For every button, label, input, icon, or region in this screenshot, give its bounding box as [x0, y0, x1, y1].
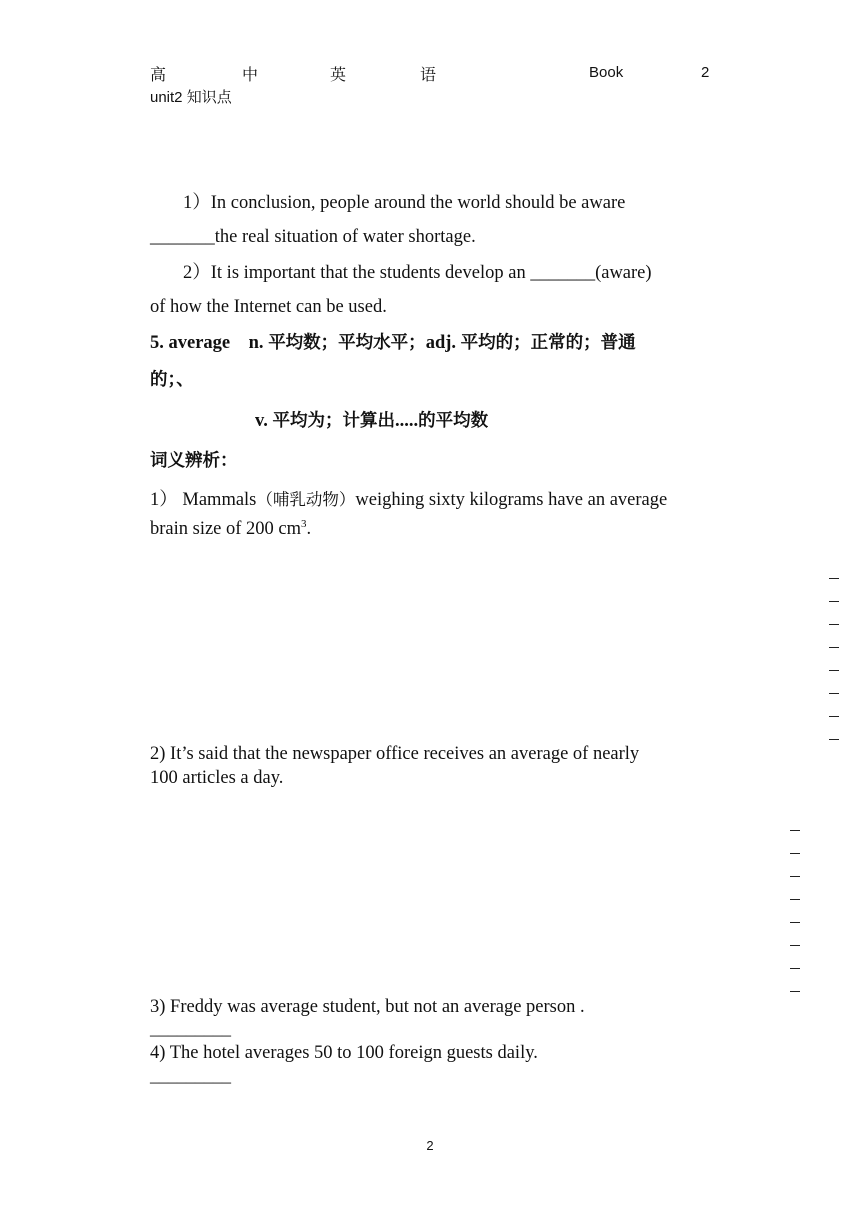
- verb-definition-end: 的平均数: [418, 411, 489, 431]
- verb-dots: .....: [394, 411, 419, 431]
- example-1-number: 1）: [150, 490, 178, 510]
- example-4-blank: _________: [150, 1065, 231, 1085]
- adj-definition-cont: [150, 363, 710, 397]
- exercise-aware-1-lead: 1）In conclusion, people around the world should be aware: [183, 193, 626, 213]
- margin-dash-marks-upper: [829, 578, 839, 748]
- margin-dash: [829, 578, 839, 579]
- pos-verb: v.: [255, 411, 268, 431]
- exercise-aware-2-cont: of how the Internet can be used.: [150, 297, 387, 317]
- margin-dash: [829, 624, 839, 625]
- margin-dash: [829, 670, 839, 671]
- exercise-aware-1-cont: _______the real situation of water shortage.: [150, 227, 476, 247]
- example-3: 3) Freddy was average student, but not an average person .: [150, 997, 585, 1017]
- vocab-heading-average: [150, 326, 710, 360]
- example-4: 4) The hotel averages 50 to 100 foreign guests daily.: [150, 1043, 538, 1063]
- example-1-end: .: [306, 519, 312, 540]
- margin-dash: [790, 991, 800, 992]
- exercise-aware-1: [150, 186, 710, 220]
- example-3-blank: _________: [150, 1018, 231, 1038]
- example-1-line2: [150, 512, 712, 542]
- page-number: 2: [426, 1138, 434, 1153]
- header-char-3: 英: [330, 65, 347, 84]
- example-1-a: Mammals: [182, 490, 257, 510]
- header-book-number: 2: [701, 64, 710, 81]
- margin-dash: [829, 693, 839, 694]
- example-2-line2: 100 articles a day.: [150, 768, 284, 788]
- pos-noun: n.: [248, 333, 264, 353]
- example-1-superscript: 3: [301, 518, 307, 530]
- example-1-b: weighing sixty kilograms have an average: [355, 490, 668, 510]
- margin-dash: [790, 968, 800, 969]
- header-book: Book: [589, 64, 624, 81]
- margin-dash: [790, 922, 800, 923]
- verb-definition-line: [255, 404, 675, 438]
- exercise-aware-2: [150, 256, 710, 290]
- margin-dash: [829, 739, 839, 740]
- margin-dash: [790, 830, 800, 831]
- example-2-line1: 2) It’s said that the newspaper office receives an average of nearly: [150, 744, 640, 764]
- analysis-label: [150, 444, 710, 478]
- header-char-2: 中: [242, 65, 259, 84]
- margin-dash: [829, 601, 839, 602]
- example-1-line2-text: brain size of 200 cm: [150, 519, 302, 540]
- header-char-1: 高: [150, 65, 167, 84]
- verb-definition: 平均为；计算出: [272, 411, 395, 431]
- margin-dash-marks-lower: [790, 830, 800, 1000]
- exercise-aware-2-lead: 2）It is important that the students develop an _______(aware): [183, 263, 652, 283]
- margin-dash: [790, 945, 800, 946]
- example-1-cn: （哺乳动物）: [256, 490, 356, 509]
- margin-dash: [790, 876, 800, 877]
- pos-adj: adj.: [425, 333, 457, 353]
- margin-dash: [790, 899, 800, 900]
- margin-dash: [829, 647, 839, 648]
- margin-dash: [790, 853, 800, 854]
- example-1-line1: [150, 487, 712, 513]
- header-char-4: 语: [420, 65, 437, 84]
- margin-dash: [829, 716, 839, 717]
- adj-definition: 平均的；正常的；普通: [460, 333, 636, 353]
- analysis-label-text: 词义辨析：: [150, 451, 238, 471]
- noun-definition: 平均数；平均水平；: [268, 333, 426, 353]
- adj-definition-cont-text: 的；、: [150, 370, 194, 390]
- header-subtitle: unit2 知识点: [150, 89, 232, 106]
- vocab-word: 5. average: [150, 333, 231, 353]
